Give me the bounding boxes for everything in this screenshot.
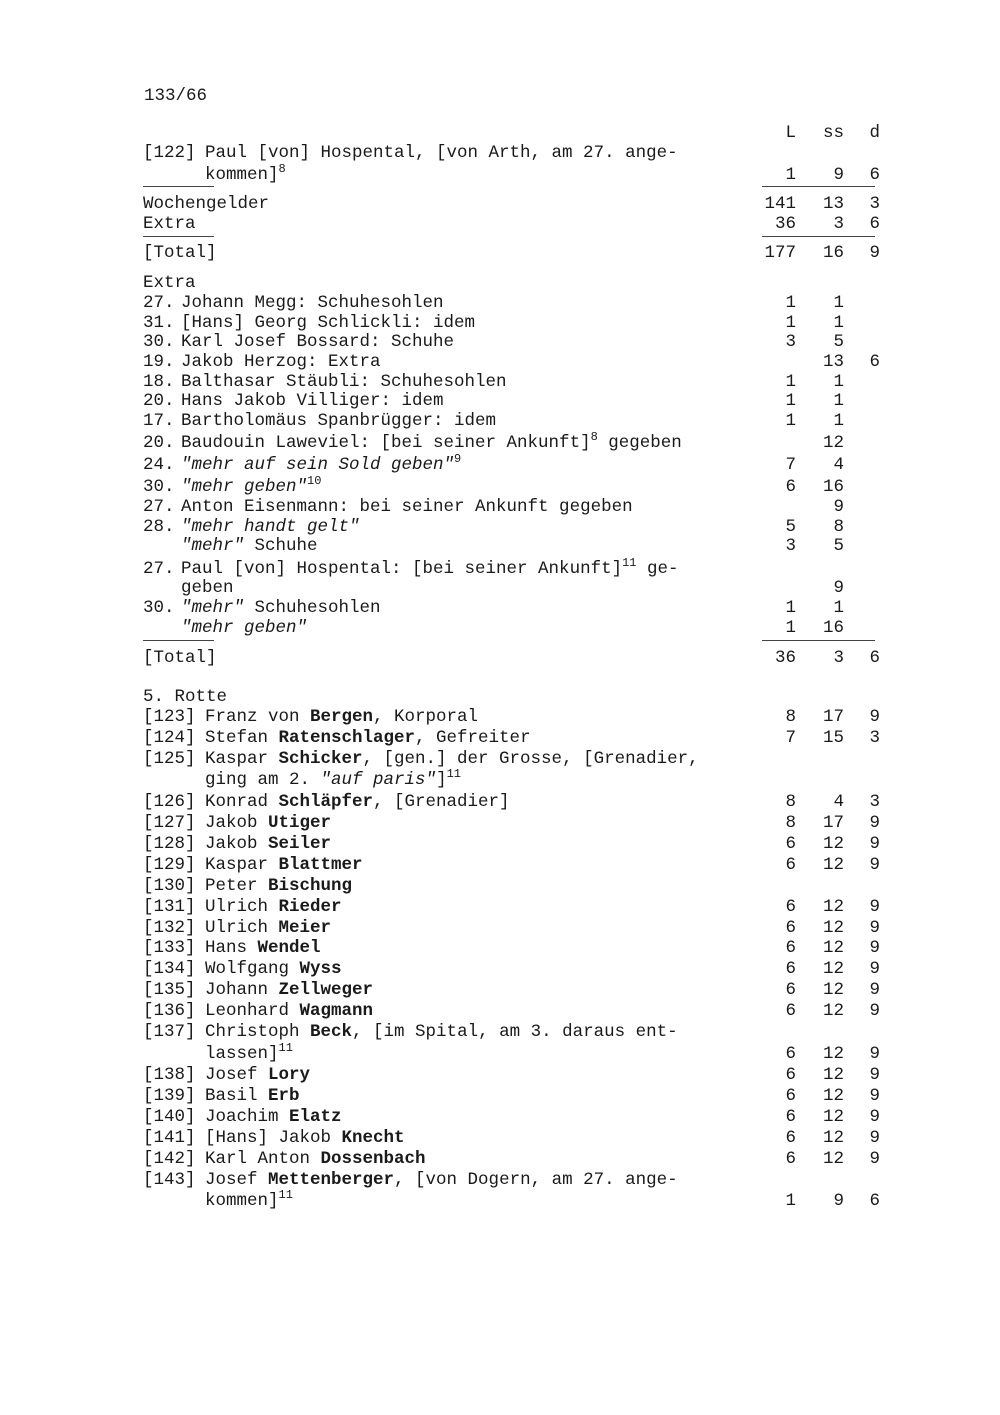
roster-entry <box>0 959 1000 981</box>
value-d: 9 <box>869 813 880 833</box>
entry-number: [136] <box>143 1001 196 1021</box>
extra-item: 27. Paul [von] Hospental: [bei seiner Ankunft]$^{11}$ ge- <box>143 556 679 579</box>
value-ss: 12 <box>822 1065 844 1085</box>
entry-name: Josef Mettenberger, [von Dogern, am 27. ange- <box>205 1170 678 1190</box>
value-d: 9 <box>869 1086 880 1106</box>
roster-entry <box>0 1128 1000 1150</box>
entry-name: Johann Zellweger <box>205 980 374 1000</box>
value-d: 9 <box>869 980 880 1000</box>
roster-entry <box>0 728 1000 750</box>
entry-name: Joachim Elatz <box>205 1107 342 1127</box>
value-l: 36 <box>774 214 796 234</box>
roster-entry <box>0 1065 1000 1087</box>
entry-number: [130] <box>143 876 196 896</box>
divider <box>762 640 875 641</box>
roster-entry <box>0 792 1000 814</box>
value-d: 9 <box>869 1107 880 1127</box>
entry-name: Ulrich Meier <box>205 918 332 938</box>
entry-text-continued: kommen]$^8$ <box>205 162 286 185</box>
value-d: 9 <box>869 1128 880 1148</box>
value-d: 3 <box>869 194 880 214</box>
surname: Mettenberger <box>268 1170 395 1190</box>
surname: Wagmann <box>299 1001 374 1021</box>
divider <box>143 186 214 187</box>
value-ss: 15 <box>822 728 844 748</box>
value-l: 6 <box>785 1086 796 1106</box>
value-ss: 4 <box>833 792 844 812</box>
surname: Ratenschlager <box>278 728 416 748</box>
value-ss: 12 <box>822 1128 844 1148</box>
value-ss: 12 <box>822 1086 844 1106</box>
extra-item: 27. Anton Eisenmann: bei seiner Ankunft gegeben 9 <box>143 497 844 517</box>
value-l: 6 <box>785 938 796 958</box>
page-number: 133/66 <box>144 86 208 106</box>
value-ss: 3 <box>833 214 844 234</box>
wochengelder-row <box>0 194 1000 216</box>
value-l: 6 <box>785 959 796 979</box>
rotte-title: 5. Rotte <box>143 687 228 707</box>
value-d: 6 <box>869 165 880 185</box>
entry-name: Jakob Seiler <box>205 834 332 854</box>
roster-entry <box>0 707 1000 729</box>
entry-number: [134] <box>143 959 196 979</box>
extra-item: 20. Hans Jakob Villiger: idem 1 1 <box>143 391 844 411</box>
entry-name-continued: ging am 2. "auf paris"]$^{11}$ <box>205 767 461 790</box>
value-l: 177 <box>764 243 796 263</box>
entry-name: Stefan Ratenschlager, Gefreiter <box>205 728 531 748</box>
surname: Blattmer <box>278 855 363 875</box>
entry-number: [135] <box>143 980 196 1000</box>
value-ss: 13 <box>822 194 844 214</box>
value-ss: 17 <box>822 707 844 727</box>
value-d: 9 <box>869 1001 880 1021</box>
value-l: 8 <box>785 792 796 812</box>
extra-item: 19. Jakob Herzog: Extra 13 6 <box>143 352 880 372</box>
value-ss: 12 <box>822 855 844 875</box>
roster-entry <box>0 813 1000 835</box>
footnote-marker: 11 <box>446 767 461 781</box>
value-ss: 12 <box>822 980 844 1000</box>
entry-number: [127] <box>143 813 196 833</box>
entry-number: [122] <box>143 143 196 163</box>
roster-entry <box>0 938 1000 960</box>
roster-entry <box>0 1086 1000 1108</box>
extra-item: 30. "mehr" Schuhesohlen 1 1 <box>143 598 844 618</box>
value-l: 1 <box>785 165 796 185</box>
entry-name: Franz von Bergen, Korporal <box>205 707 479 727</box>
extra-item: 30. Karl Josef Bossard: Schuhe 3 5 <box>143 332 844 352</box>
value-d: 9 <box>869 897 880 917</box>
row-label: Wochengelder <box>143 194 270 214</box>
value-l: 8 <box>785 707 796 727</box>
extra-section-title: Extra <box>143 273 196 293</box>
entry-number: [129] <box>143 855 196 875</box>
entry-number: [131] <box>143 897 196 917</box>
roster-entry <box>0 855 1000 877</box>
roster-entry <box>0 1022 1000 1044</box>
extra-item: "mehr geben" 1 16 <box>181 618 844 638</box>
value-l: 1 <box>785 1191 796 1211</box>
footnote-marker: 10 <box>307 474 322 488</box>
extra-item: 24. "mehr auf sein Sold geben"$^9$ 7 4 <box>143 452 844 475</box>
extra-total-row: [Total] 36 3 6 <box>143 648 880 668</box>
value-d: 9 <box>869 1044 880 1064</box>
footnote-marker: 8 <box>590 430 598 444</box>
footnote-marker: 11 <box>278 1188 293 1202</box>
value-d: 3 <box>869 792 880 812</box>
extra-item: 18. Balthasar Stäubli: Schuhesohlen 1 1 <box>143 372 844 392</box>
value-l: 6 <box>785 855 796 875</box>
entry-name: Peter Bischung <box>205 876 353 896</box>
entry-number: [124] <box>143 728 196 748</box>
surname: Schläpfer <box>278 792 374 812</box>
value-ss: 12 <box>822 1044 844 1064</box>
surname: Erb <box>268 1086 300 1106</box>
value-l: 141 <box>764 194 796 214</box>
value-ss: 12 <box>822 1107 844 1127</box>
value-l: 6 <box>785 897 796 917</box>
total-row <box>0 243 1000 265</box>
row-label: [Total] <box>143 243 217 263</box>
roster-entry <box>0 897 1000 919</box>
value-d: 6 <box>869 1191 880 1211</box>
roster-entry <box>0 918 1000 940</box>
entry-number: [126] <box>143 792 196 812</box>
value-d: 9 <box>869 707 880 727</box>
entry-122-line1 <box>0 143 1000 165</box>
value-l: 7 <box>785 728 796 748</box>
column-header-l: L <box>785 123 796 143</box>
roster-entry-continued <box>0 1041 1000 1066</box>
value-d: 9 <box>869 855 880 875</box>
roster-entry <box>0 1170 1000 1192</box>
entry-name: Basil Erb <box>205 1086 300 1106</box>
divider <box>143 236 214 237</box>
entry-name-continued: kommen]$^{11}$ <box>205 1188 293 1211</box>
value-ss: 17 <box>822 813 844 833</box>
value-ss: 12 <box>822 834 844 854</box>
roster-entry <box>0 980 1000 1002</box>
value-ss: 12 <box>822 897 844 917</box>
entry-name: Hans Wendel <box>205 938 321 958</box>
entry-text: Paul [von] Hospental, [von Arth, am 27. ange- <box>205 143 678 163</box>
entry-number: [123] <box>143 707 196 727</box>
footnote-marker: 11 <box>622 556 637 570</box>
value-ss: 12 <box>822 1001 844 1021</box>
entry-number: [133] <box>143 938 196 958</box>
surname: Bischung <box>268 876 353 896</box>
surname: Lory <box>268 1065 311 1085</box>
surname: Knecht <box>341 1128 405 1148</box>
value-l: 6 <box>785 1065 796 1085</box>
value-l: 6 <box>785 1128 796 1148</box>
entry-number: [141] <box>143 1128 196 1148</box>
row-label: Extra <box>143 214 196 234</box>
footnote-marker: 11 <box>278 1041 293 1055</box>
extra-item: 28. "mehr handt gelt" 5 8 <box>143 517 844 537</box>
extra-item: 31. [Hans] Georg Schlickli: idem 1 1 <box>143 313 844 333</box>
value-d: 9 <box>869 959 880 979</box>
entry-number: [128] <box>143 834 196 854</box>
value-l: 6 <box>785 834 796 854</box>
entry-number: [140] <box>143 1107 196 1127</box>
entry-name: Ulrich Rieder <box>205 897 342 917</box>
value-d: 9 <box>869 1149 880 1169</box>
footnote-marker: 8 <box>278 162 286 176</box>
roster-entry <box>0 1107 1000 1129</box>
value-l: 6 <box>785 918 796 938</box>
value-d: 9 <box>869 243 880 263</box>
value-l: 6 <box>785 1149 796 1169</box>
entry-number: [138] <box>143 1065 196 1085</box>
value-ss: 9 <box>833 165 844 185</box>
extra-item-continued: geben 9 <box>181 578 844 598</box>
value-d: 9 <box>869 918 880 938</box>
divider <box>762 186 875 187</box>
surname: Meier <box>278 918 332 938</box>
entry-number: [139] <box>143 1086 196 1106</box>
value-d: 3 <box>869 728 880 748</box>
extra-item: 17. Bartholomäus Spanbrügger: idem 1 1 <box>143 411 844 431</box>
extra-row <box>0 214 1000 236</box>
roster-entry <box>0 876 1000 898</box>
roster-entry <box>0 749 1000 771</box>
value-l: 6 <box>785 1044 796 1064</box>
value-l: 8 <box>785 813 796 833</box>
value-ss: 16 <box>822 243 844 263</box>
entry-number: [137] <box>143 1022 196 1042</box>
value-ss: 12 <box>822 938 844 958</box>
extra-item: 20. Baudouin Laweviel: [bei seiner Ankunft]$^8$ gegeben 12 <box>143 430 844 453</box>
divider <box>762 236 875 237</box>
surname: Rieder <box>278 897 342 917</box>
column-header-d: d <box>869 123 880 143</box>
roster-entry <box>0 1149 1000 1171</box>
entry-number: [143] <box>143 1170 196 1190</box>
value-ss: 12 <box>822 918 844 938</box>
roster-entry <box>0 1001 1000 1023</box>
extra-item: 27. Johann Megg: Schuhesohlen 1 1 <box>143 293 844 313</box>
entry-122-line2 <box>0 162 1000 187</box>
surname: Wyss <box>299 959 342 979</box>
entry-number: [132] <box>143 918 196 938</box>
entry-name: Konrad Schläpfer, [Grenadier] <box>205 792 510 812</box>
entry-name-continued: lassen]$^{11}$ <box>205 1041 293 1064</box>
surname: Utiger <box>268 813 332 833</box>
value-d: 9 <box>869 1065 880 1085</box>
entry-name: Josef Lory <box>205 1065 311 1085</box>
entry-name: Kaspar Blattmer <box>205 855 363 875</box>
surname: Zellweger <box>278 980 374 1000</box>
surname: Elatz <box>289 1107 342 1127</box>
surname: Schicker <box>278 749 363 769</box>
entry-name: Christoph Beck, [im Spital, am 3. daraus ent- <box>205 1022 678 1042</box>
entry-number: [125] <box>143 749 196 769</box>
extra-item: 30. "mehr geben"$^{10}$ 6 16 <box>143 474 844 497</box>
value-l: 6 <box>785 1107 796 1127</box>
value-l: 6 <box>785 1001 796 1021</box>
entry-number: [142] <box>143 1149 196 1169</box>
value-ss: 9 <box>833 1191 844 1211</box>
value-l: 6 <box>785 980 796 1000</box>
value-d: 6 <box>869 214 880 234</box>
entry-name: Wolfgang Wyss <box>205 959 342 979</box>
entry-name: Karl Anton Dossenbach <box>205 1149 426 1169</box>
entry-name: Kaspar Schicker, [gen.] der Grosse, [Grenadier, <box>205 749 699 769</box>
surname: Beck <box>310 1022 353 1042</box>
surname: Wendel <box>257 938 321 958</box>
roster-entry-continued <box>0 1188 1000 1213</box>
extra-item: "mehr" Schuhe 3 5 <box>181 536 844 556</box>
entry-name: [Hans] Jakob Knecht <box>205 1128 405 1148</box>
roster-entry <box>0 834 1000 856</box>
surname: Dossenbach <box>320 1149 426 1169</box>
value-d: 9 <box>869 834 880 854</box>
entry-name: Jakob Utiger <box>205 813 332 833</box>
value-ss: 12 <box>822 959 844 979</box>
value-ss: 12 <box>822 1149 844 1169</box>
column-headers <box>0 123 1000 145</box>
surname: Bergen <box>310 707 374 727</box>
roster-entry-continued <box>0 767 1000 792</box>
footnote-marker: 9 <box>454 452 462 466</box>
surname: Seiler <box>268 834 332 854</box>
value-d: 9 <box>869 938 880 958</box>
divider <box>143 640 214 641</box>
column-header-ss: ss <box>822 123 844 143</box>
entry-name: Leonhard Wagmann <box>205 1001 374 1021</box>
